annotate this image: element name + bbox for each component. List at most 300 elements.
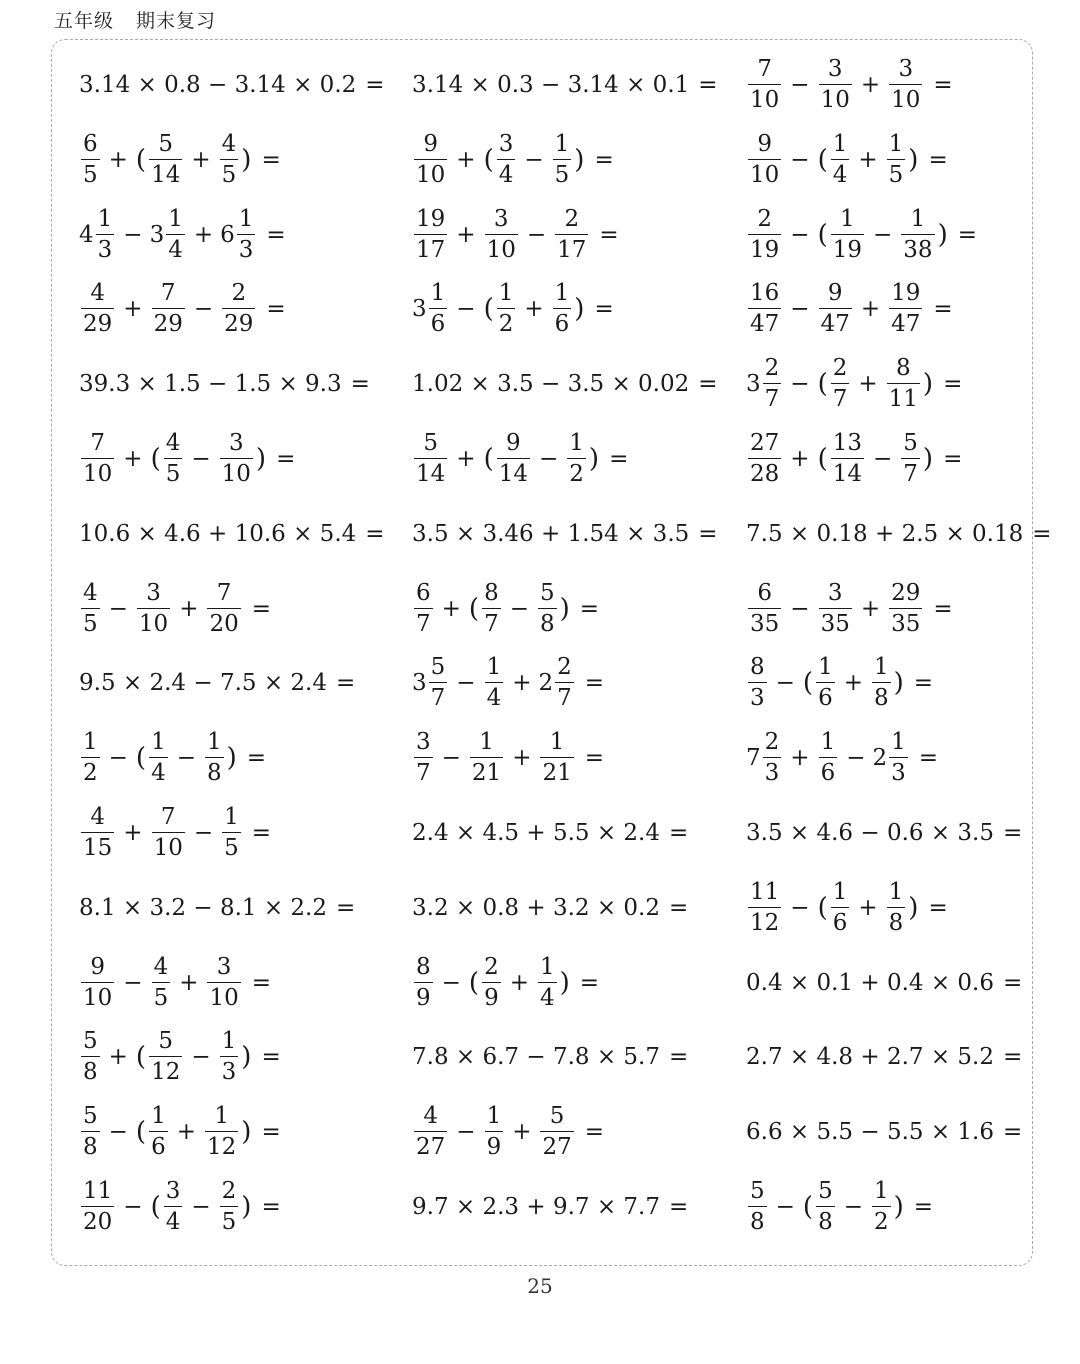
fraction: [220, 130, 239, 188]
denominator: 4: [151, 760, 166, 787]
fraction: [149, 130, 182, 188]
fraction: [889, 58, 922, 112]
parenthesis: (: [150, 444, 161, 474]
operator: +: [123, 820, 143, 846]
operator: −: [524, 146, 544, 173]
numerator: 9: [827, 280, 843, 307]
denominator: 47: [891, 311, 921, 338]
denominator: 10: [750, 87, 780, 113]
denominator: 7: [430, 685, 446, 712]
operator: −: [108, 1119, 128, 1146]
expression: [412, 282, 614, 336]
fraction: [748, 282, 781, 336]
numerator: 1: [874, 654, 889, 681]
fraction: [482, 953, 501, 1011]
numerator: 9: [506, 430, 521, 456]
fraction: [485, 205, 518, 263]
expression: [412, 1105, 604, 1159]
fraction: [414, 1105, 447, 1159]
exercise-item: [412, 646, 732, 720]
denominator: 6: [820, 760, 836, 787]
expression: [412, 72, 718, 98]
mixed-number-whole: 3: [412, 670, 427, 697]
parenthesis: ): [574, 294, 585, 325]
mixed-number-whole: 3: [746, 371, 761, 398]
numerator: 1: [486, 1103, 502, 1130]
fraction: [831, 205, 864, 263]
equals-sign: =: [251, 595, 272, 622]
operator: −: [846, 745, 866, 772]
equals-sign: =: [266, 296, 286, 323]
denominator: 8: [83, 1134, 98, 1161]
denominator: 7: [764, 386, 780, 413]
numerator: 1: [221, 1028, 237, 1055]
numerator: 19: [416, 205, 446, 232]
operator: −: [790, 595, 810, 622]
expression: [79, 72, 385, 98]
fraction: [149, 731, 168, 785]
numerator: 3: [165, 1178, 181, 1204]
operator: −: [441, 745, 461, 772]
numerator: 2: [231, 280, 247, 307]
operator: +: [858, 894, 878, 921]
denominator: 35: [891, 610, 921, 637]
equals-sign: =: [698, 371, 718, 398]
parenthesis: ): [922, 444, 934, 474]
parenthesis: (: [135, 743, 147, 774]
operator: +: [123, 446, 143, 472]
numerator: 9: [757, 130, 772, 157]
exercise-item: [79, 796, 399, 870]
expression: [79, 205, 286, 263]
operator: −: [509, 595, 529, 622]
fraction: [538, 579, 557, 637]
denominator: 17: [557, 236, 587, 263]
numerator: 4: [165, 430, 181, 456]
numerator: 5: [423, 430, 438, 456]
numerator: 3: [498, 130, 514, 157]
fraction: [872, 656, 891, 710]
numerator: 2: [564, 205, 580, 232]
numerator: 5: [903, 430, 918, 456]
expression: [412, 432, 628, 486]
equals-sign: =: [913, 670, 934, 697]
expression-text: 7.5 × 0.18 + 2.5 × 0.18: [746, 520, 1024, 547]
operator: −: [526, 221, 547, 248]
denominator: 17: [416, 236, 446, 263]
numerator: 3: [228, 430, 244, 456]
fraction: [497, 282, 516, 336]
exercise-item: [79, 646, 399, 720]
denominator: 9: [416, 984, 431, 1011]
numerator: 1: [910, 205, 926, 232]
expression: [412, 371, 718, 397]
denominator: 19: [832, 236, 862, 263]
numerator: 7: [757, 56, 772, 82]
operator: −: [193, 820, 214, 846]
operator: −: [191, 1044, 211, 1071]
fraction: [538, 953, 557, 1011]
exercise-item: [79, 422, 399, 496]
denominator: 35: [820, 610, 850, 637]
fraction: [497, 130, 516, 188]
denominator: 29: [153, 311, 183, 338]
fraction: [887, 130, 906, 188]
expression: [746, 357, 962, 411]
fraction: [414, 130, 447, 188]
expression: [79, 1105, 281, 1159]
expression: [79, 432, 295, 486]
denominator: 14: [832, 461, 862, 487]
numerator: 1: [569, 430, 584, 456]
fraction: [763, 357, 782, 411]
equals-sign: =: [594, 296, 614, 323]
fraction: [748, 130, 781, 188]
exercise-item: [412, 123, 732, 197]
equals-sign: =: [579, 969, 600, 996]
exercise-item: [412, 946, 732, 1020]
expression-text: 39.3 × 1.5 − 1.5 × 9.3: [79, 371, 342, 398]
numerator: 2: [764, 355, 780, 382]
equals-sign: =: [943, 446, 963, 472]
operator: −: [539, 446, 559, 472]
denominator: 3: [221, 1059, 237, 1086]
equals-sign: =: [251, 820, 272, 846]
numerator: 1: [818, 654, 833, 681]
expression-text: 2.7 × 4.8 + 2.7 × 5.2: [746, 1044, 994, 1071]
numerator: 2: [832, 355, 848, 382]
exercise-item: [412, 497, 732, 571]
operator: +: [108, 146, 128, 173]
fraction: [831, 130, 850, 188]
equals-sign: =: [1003, 820, 1023, 846]
expression: [79, 953, 272, 1011]
denominator: 8: [750, 1209, 765, 1235]
parenthesis: ): [908, 144, 919, 175]
operator: +: [179, 595, 199, 622]
expression: [746, 205, 977, 263]
numerator: 4: [83, 579, 98, 606]
fraction: [748, 878, 781, 936]
fraction: [205, 731, 224, 785]
operator: −: [191, 446, 211, 472]
fraction: [237, 205, 256, 263]
denominator: 21: [542, 760, 572, 787]
fraction: [831, 357, 850, 411]
fraction: [81, 1030, 100, 1084]
denominator: 5: [221, 161, 237, 188]
equals-sign: =: [1032, 520, 1052, 547]
equals-sign: =: [1003, 1044, 1023, 1071]
equals-sign: =: [669, 820, 689, 846]
equals-sign: =: [336, 670, 356, 697]
numerator: 27: [750, 430, 780, 456]
denominator: 3: [764, 760, 780, 787]
operator: +: [456, 446, 476, 472]
fraction: [220, 1180, 239, 1234]
denominator: 5: [221, 1209, 237, 1235]
operator: −: [775, 670, 795, 697]
fraction: [748, 579, 781, 637]
numerator: 3: [898, 56, 914, 82]
fraction: [81, 806, 114, 860]
exercise-item: [746, 198, 1046, 272]
equals-sign: =: [698, 520, 718, 547]
parenthesis: (: [817, 369, 828, 400]
exercise-item: [746, 572, 1046, 646]
operator: +: [123, 296, 143, 323]
exercise-item: [746, 123, 1046, 197]
grade-label: 五年级: [54, 10, 115, 32]
equals-sign: =: [928, 894, 948, 921]
fraction: [482, 579, 501, 637]
numerator: 1: [486, 654, 502, 681]
denominator: 10: [750, 161, 780, 188]
numerator: 2: [484, 953, 499, 980]
expression: [412, 731, 604, 785]
denominator: 7: [416, 610, 431, 637]
fraction: [819, 58, 852, 112]
equals-sign: =: [933, 72, 953, 98]
operator: +: [524, 296, 544, 323]
denominator: 9: [486, 1134, 502, 1161]
numerator: 2: [221, 1178, 237, 1204]
denominator: 7: [557, 685, 572, 712]
numerator: 4: [423, 1103, 438, 1130]
fraction: [748, 58, 781, 112]
exercise-item: [746, 48, 1046, 122]
exercise-item: [412, 422, 732, 496]
operator: −: [191, 1194, 211, 1220]
fraction: [429, 656, 448, 710]
operator: +: [858, 146, 878, 173]
exercise-item: [79, 48, 399, 122]
denominator: 7: [903, 461, 918, 487]
exercise-item: [79, 347, 399, 421]
fraction: [81, 579, 100, 637]
exercise-item: [79, 572, 399, 646]
parenthesis: ): [255, 444, 267, 474]
equals-sign: =: [336, 894, 356, 921]
mixed-number-whole: 2: [538, 670, 554, 697]
numerator: 8: [750, 654, 765, 681]
numerator: 1: [207, 729, 222, 756]
operator: −: [775, 1194, 795, 1220]
exercise-item: [746, 946, 1046, 1020]
exercise-item: [412, 1095, 732, 1169]
exercise-item: [746, 272, 1046, 346]
fraction: [540, 1105, 573, 1159]
expression: [79, 1030, 281, 1084]
denominator: 3: [238, 236, 254, 263]
operator: −: [790, 296, 810, 323]
exercise-item: [79, 1095, 399, 1169]
parenthesis: ): [588, 444, 600, 474]
parenthesis: (: [817, 219, 828, 250]
equals-sign: =: [584, 670, 605, 697]
fraction: [555, 656, 574, 710]
fraction: [748, 205, 781, 263]
numerator: 4: [153, 953, 169, 980]
fraction: [540, 731, 573, 785]
operator: +: [790, 446, 810, 472]
operator: −: [456, 1119, 476, 1146]
operator: −: [790, 371, 810, 398]
fraction: [816, 656, 835, 710]
numerator: 29: [891, 579, 921, 606]
expression: [412, 130, 614, 188]
expression: [746, 521, 1052, 547]
fraction: [831, 878, 850, 936]
numerator: 1: [888, 130, 904, 157]
denominator: 4: [540, 984, 555, 1011]
denominator: 27: [542, 1134, 572, 1161]
operator: +: [441, 595, 461, 622]
equals-sign: =: [669, 1194, 689, 1220]
exercise-item: [746, 347, 1046, 421]
expression-text: 9.5 × 2.4 − 7.5 × 2.4: [79, 670, 327, 697]
equals-sign: =: [599, 221, 619, 248]
parenthesis: (: [483, 144, 494, 175]
denominator: 5: [153, 984, 169, 1011]
numerator: 8: [895, 355, 911, 382]
expression: [412, 1194, 688, 1220]
operator: +: [860, 296, 881, 323]
parenthesis: (: [802, 668, 814, 699]
fraction: [164, 1180, 183, 1234]
parenthesis: (: [483, 294, 494, 325]
expression: [79, 371, 370, 397]
denominator: 2: [874, 1209, 889, 1235]
denominator: 5: [224, 835, 239, 861]
numerator: 6: [757, 579, 772, 606]
numerator: 2: [757, 205, 772, 232]
fraction: [207, 579, 240, 637]
operator: −: [456, 670, 476, 697]
fraction: [81, 432, 114, 486]
denominator: 35: [750, 610, 780, 637]
fraction: [429, 282, 448, 336]
fraction: [96, 205, 115, 263]
expression: [79, 1180, 281, 1234]
parenthesis: ): [893, 668, 904, 699]
operator: +: [456, 221, 476, 248]
page-header: [54, 6, 216, 33]
denominator: 28: [750, 461, 780, 487]
operator: +: [858, 371, 878, 398]
exercise-item: [412, 347, 732, 421]
equals-sign: =: [1003, 1119, 1023, 1146]
parenthesis: (: [468, 967, 480, 998]
numerator: 3: [493, 205, 509, 232]
equals-sign: =: [261, 1044, 281, 1071]
numerator: 5: [430, 654, 446, 681]
fraction: [748, 432, 781, 486]
fraction: [553, 130, 572, 188]
exercise-item: [79, 1020, 399, 1094]
fraction: [166, 205, 185, 263]
numerator: 5: [83, 1028, 98, 1055]
operator: +: [176, 1119, 196, 1146]
denominator: 4: [168, 236, 183, 263]
equals-sign: =: [1003, 969, 1023, 996]
mixed-number-whole: 2: [872, 745, 888, 772]
equals-sign: =: [365, 72, 385, 98]
fraction: [567, 432, 586, 486]
fraction: [553, 282, 572, 336]
denominator: 14: [416, 461, 446, 487]
fraction: [414, 953, 433, 1011]
parenthesis: ): [893, 1192, 904, 1222]
denominator: 12: [207, 1134, 237, 1161]
numerator: 2: [764, 729, 780, 756]
fraction: [889, 579, 922, 637]
operator: −: [790, 894, 810, 921]
operator: −: [193, 296, 214, 323]
exercise-item: [746, 1095, 1046, 1169]
denominator: 10: [83, 984, 113, 1011]
parenthesis: ): [559, 593, 570, 624]
expression: [746, 1180, 933, 1234]
parenthesis: (: [150, 1192, 161, 1222]
exercise-item: [746, 646, 1046, 720]
fraction: [889, 282, 922, 336]
numerator: 6: [416, 579, 431, 606]
expression: [79, 670, 355, 696]
expression: [746, 970, 1022, 996]
expression: [412, 205, 619, 263]
operator: +: [512, 1119, 532, 1146]
numerator: 1: [840, 205, 855, 232]
exercise-item: [746, 721, 1046, 795]
numerator: 16: [750, 280, 780, 307]
equals-sign: =: [669, 894, 689, 921]
equals-sign: =: [957, 221, 977, 248]
fraction: [889, 731, 908, 785]
expression: [79, 579, 272, 637]
numerator: 1: [214, 1103, 229, 1130]
equals-sign: =: [933, 595, 953, 622]
denominator: 8: [83, 1059, 98, 1086]
denominator: 10: [221, 461, 251, 487]
denominator: 15: [83, 835, 113, 861]
expression-text: 3.14 × 0.3 − 3.14 × 0.1: [412, 72, 690, 98]
numerator: 1: [554, 130, 570, 157]
expression: [412, 895, 688, 921]
exercise-item: [79, 871, 399, 945]
expression-text: 0.4 × 0.1 + 0.4 × 0.6: [746, 969, 994, 996]
fraction: [81, 130, 100, 188]
numerator: 7: [90, 430, 105, 456]
denominator: 3: [891, 760, 906, 787]
operator: −: [123, 221, 143, 248]
numerator: 3: [827, 579, 843, 606]
denominator: 6: [151, 1134, 166, 1161]
expression: [79, 806, 271, 860]
operator: +: [790, 745, 810, 772]
equals-sign: =: [350, 371, 370, 398]
numerator: 9: [90, 953, 105, 980]
denominator: 21: [471, 760, 502, 787]
parenthesis: (: [135, 1042, 147, 1073]
fraction: [748, 656, 767, 710]
numerator: 3: [146, 579, 161, 606]
numerator: 1: [554, 280, 570, 307]
denominator: 19: [750, 236, 780, 263]
denominator: 7: [832, 386, 848, 413]
parenthesis: (: [135, 1117, 147, 1148]
fraction: [819, 731, 838, 785]
